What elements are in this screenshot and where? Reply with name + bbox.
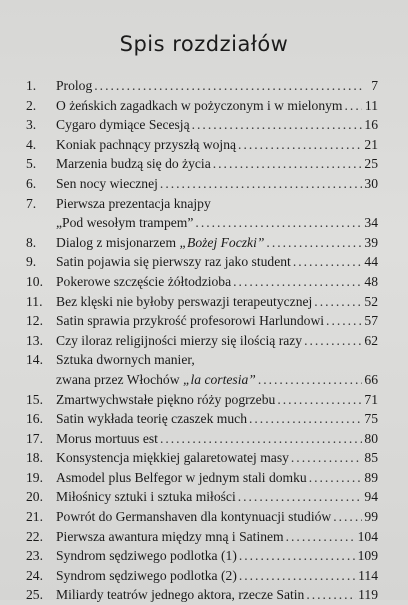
dot-leader <box>239 546 356 566</box>
entry-title: Sen nocy wiecznej <box>56 175 158 191</box>
entry-number: 8. <box>26 234 37 250</box>
entry-number: 3. <box>26 117 37 133</box>
dot-leader <box>160 174 362 194</box>
entry-number: 12. <box>26 313 43 329</box>
entry-title: Syndrom sędziwego podlotka (2) <box>56 567 237 583</box>
toc-entry <box>26 96 378 116</box>
entry-title-continued: zwana przez Włochów <box>56 371 183 387</box>
entry-page: 52 <box>364 293 378 309</box>
entry-page: 89 <box>364 469 378 485</box>
entry-number: 20. <box>26 489 43 505</box>
dot-leader <box>195 213 362 233</box>
entry-page: 71 <box>364 391 378 407</box>
entry-title: Sztuka dwornych manier, <box>56 352 195 368</box>
entry-title: Pierwsza prezentacja knajpy <box>56 195 211 211</box>
entry-number: 4. <box>26 136 37 152</box>
toc-entry <box>26 350 378 389</box>
entry-number: 10. <box>26 273 43 289</box>
toc-entry <box>26 429 378 449</box>
dot-leader <box>286 527 356 547</box>
entry-page: 44 <box>364 254 378 270</box>
entry-title: Miliardy teatrów jednego aktora, rzecze Satin <box>56 587 305 603</box>
entry-number: 24. <box>26 567 43 583</box>
entry-number: 17. <box>26 430 43 446</box>
entry-page: 57 <box>364 313 378 329</box>
toc-entry <box>26 76 378 96</box>
entry-page: 7 <box>371 78 378 93</box>
entry-number: 2. <box>26 97 37 113</box>
toc-entry <box>26 409 378 429</box>
entry-title: O żeńskich zagadkach w pożyczonym i w mielonym <box>56 97 343 113</box>
entry-page: 75 <box>364 411 378 427</box>
entry-title: Miłośnicy sztuki i sztuka miłości <box>56 489 236 505</box>
toc-entry <box>26 252 378 272</box>
dot-leader <box>258 370 362 390</box>
entry-page: 34 <box>364 215 378 231</box>
dot-leader <box>293 252 362 272</box>
entry-page: 21 <box>364 136 378 152</box>
dot-leader <box>309 468 362 488</box>
entry-number: 18. <box>26 450 43 466</box>
entry-page: 80 <box>364 430 378 446</box>
dot-leader <box>266 233 362 253</box>
entry-number: 11. <box>26 293 43 309</box>
entry-page: 119 <box>358 587 378 603</box>
entry-title-continued: „Pod wesołym trampem” <box>56 215 194 231</box>
entry-title: Bez klęski nie byłoby perswazji terapeutycznej <box>56 293 313 309</box>
dot-leader <box>277 390 362 410</box>
dot-leader <box>238 487 362 507</box>
page-title: Spis rozdziałów <box>119 32 289 56</box>
toc-entry <box>26 331 378 351</box>
entry-page: 104 <box>357 528 378 544</box>
toc-entry <box>26 174 378 194</box>
toc-entry <box>26 154 378 174</box>
entry-page: 94 <box>364 489 378 505</box>
entry-title: Asmodel plus Belfegor w jednym stali domku <box>56 469 307 485</box>
dot-leader <box>304 331 362 351</box>
dot-leader <box>345 96 362 116</box>
entry-page: 114 <box>358 567 378 583</box>
entry-title: Marzenia budzą się do życia <box>56 156 211 172</box>
toc-entry <box>26 546 378 566</box>
toc-entry <box>26 233 378 253</box>
dot-leader <box>249 409 362 429</box>
dot-leader <box>306 585 356 605</box>
entry-page: 66 <box>364 371 378 387</box>
toc-entry <box>26 311 378 331</box>
dot-leader <box>239 566 356 586</box>
toc-entry <box>26 194 378 233</box>
entry-number: 14. <box>26 352 43 368</box>
toc-entry <box>26 566 378 586</box>
entry-number: 9. <box>26 254 37 270</box>
toc-entry <box>26 135 378 155</box>
entry-number: 23. <box>26 548 43 564</box>
entry-page: 99 <box>364 509 378 525</box>
entry-number: 15. <box>26 391 43 407</box>
entry-title-italic: „Bożej Foczki” <box>179 234 265 250</box>
toc-entry <box>26 115 378 135</box>
entry-number: 25. <box>26 587 43 603</box>
toc-entry <box>26 292 378 312</box>
entry-page: 39 <box>364 234 378 250</box>
entry-number: 1. <box>26 78 37 93</box>
entry-number: 22. <box>26 528 43 544</box>
entry-title: Zmartwychwstałe piękno róży pogrzebu <box>56 391 276 407</box>
entry-number: 21. <box>26 509 43 525</box>
toc-entry <box>26 272 378 292</box>
dot-leader <box>94 76 362 96</box>
dot-leader <box>192 115 362 135</box>
entry-title: Powrót do Germanshaven dla kontynuacji studiów <box>56 509 332 525</box>
dot-leader <box>326 311 362 331</box>
entry-title: Satin sprawia przykrość profesorowi Harlundowi <box>56 313 325 329</box>
entry-title: Satin pojawia się pierwszy raz jako student <box>56 254 291 270</box>
dot-leader <box>213 154 362 174</box>
entry-number: 5. <box>26 156 37 172</box>
entry-page: 109 <box>357 548 378 564</box>
entry-page: 30 <box>364 175 378 191</box>
entry-title: Koniak pachnący przyszłą wojną <box>56 136 237 152</box>
entry-title: Dialog z misjonarzem <box>56 234 180 250</box>
entry-page: 85 <box>364 450 378 466</box>
entry-page: 25 <box>364 156 378 172</box>
toc-entry <box>26 448 378 468</box>
toc-entry <box>26 468 378 488</box>
toc-entry <box>26 507 378 527</box>
entry-title: Syndrom sędziwego podlotka (1) <box>56 548 237 564</box>
entry-number: 7. <box>26 195 37 211</box>
entry-page: 11 <box>364 97 378 113</box>
entry-title: Satin wykłada teorię czaszek much <box>56 411 247 427</box>
entry-title: Cygaro dymiące Secesją <box>56 117 190 133</box>
entry-number: 6. <box>26 175 37 191</box>
entry-page: 48 <box>364 273 378 289</box>
table-of-contents <box>26 76 378 605</box>
toc-entry <box>26 390 378 410</box>
entry-number: 16. <box>26 411 43 427</box>
dot-leader <box>291 448 362 468</box>
dot-leader <box>333 507 362 527</box>
dot-leader <box>314 292 362 312</box>
entry-title: Morus mortuus est <box>56 430 158 446</box>
entry-page: 16 <box>364 117 378 133</box>
dot-leader <box>160 429 362 449</box>
entry-title: Pokerowe szczęście żółtodzioba <box>56 273 232 289</box>
entry-title: Czy iloraz religijności mierzy się ilością razy <box>56 332 303 348</box>
entry-number: 13. <box>26 332 43 348</box>
toc-entry <box>26 527 378 547</box>
entry-title: Prolog <box>56 78 93 93</box>
entry-number: 19. <box>26 469 43 485</box>
dot-leader <box>238 135 362 155</box>
entry-title: Konsystencja miękkiej galaretowatej masy <box>56 450 289 466</box>
toc-entry <box>26 585 378 605</box>
dot-leader <box>233 272 362 292</box>
entry-title: Pierwsza awantura między mną i Satinem <box>56 528 284 544</box>
entry-page: 62 <box>364 332 378 348</box>
entry-title-italic: „la cortesia” <box>182 371 256 387</box>
toc-entry <box>26 487 378 507</box>
